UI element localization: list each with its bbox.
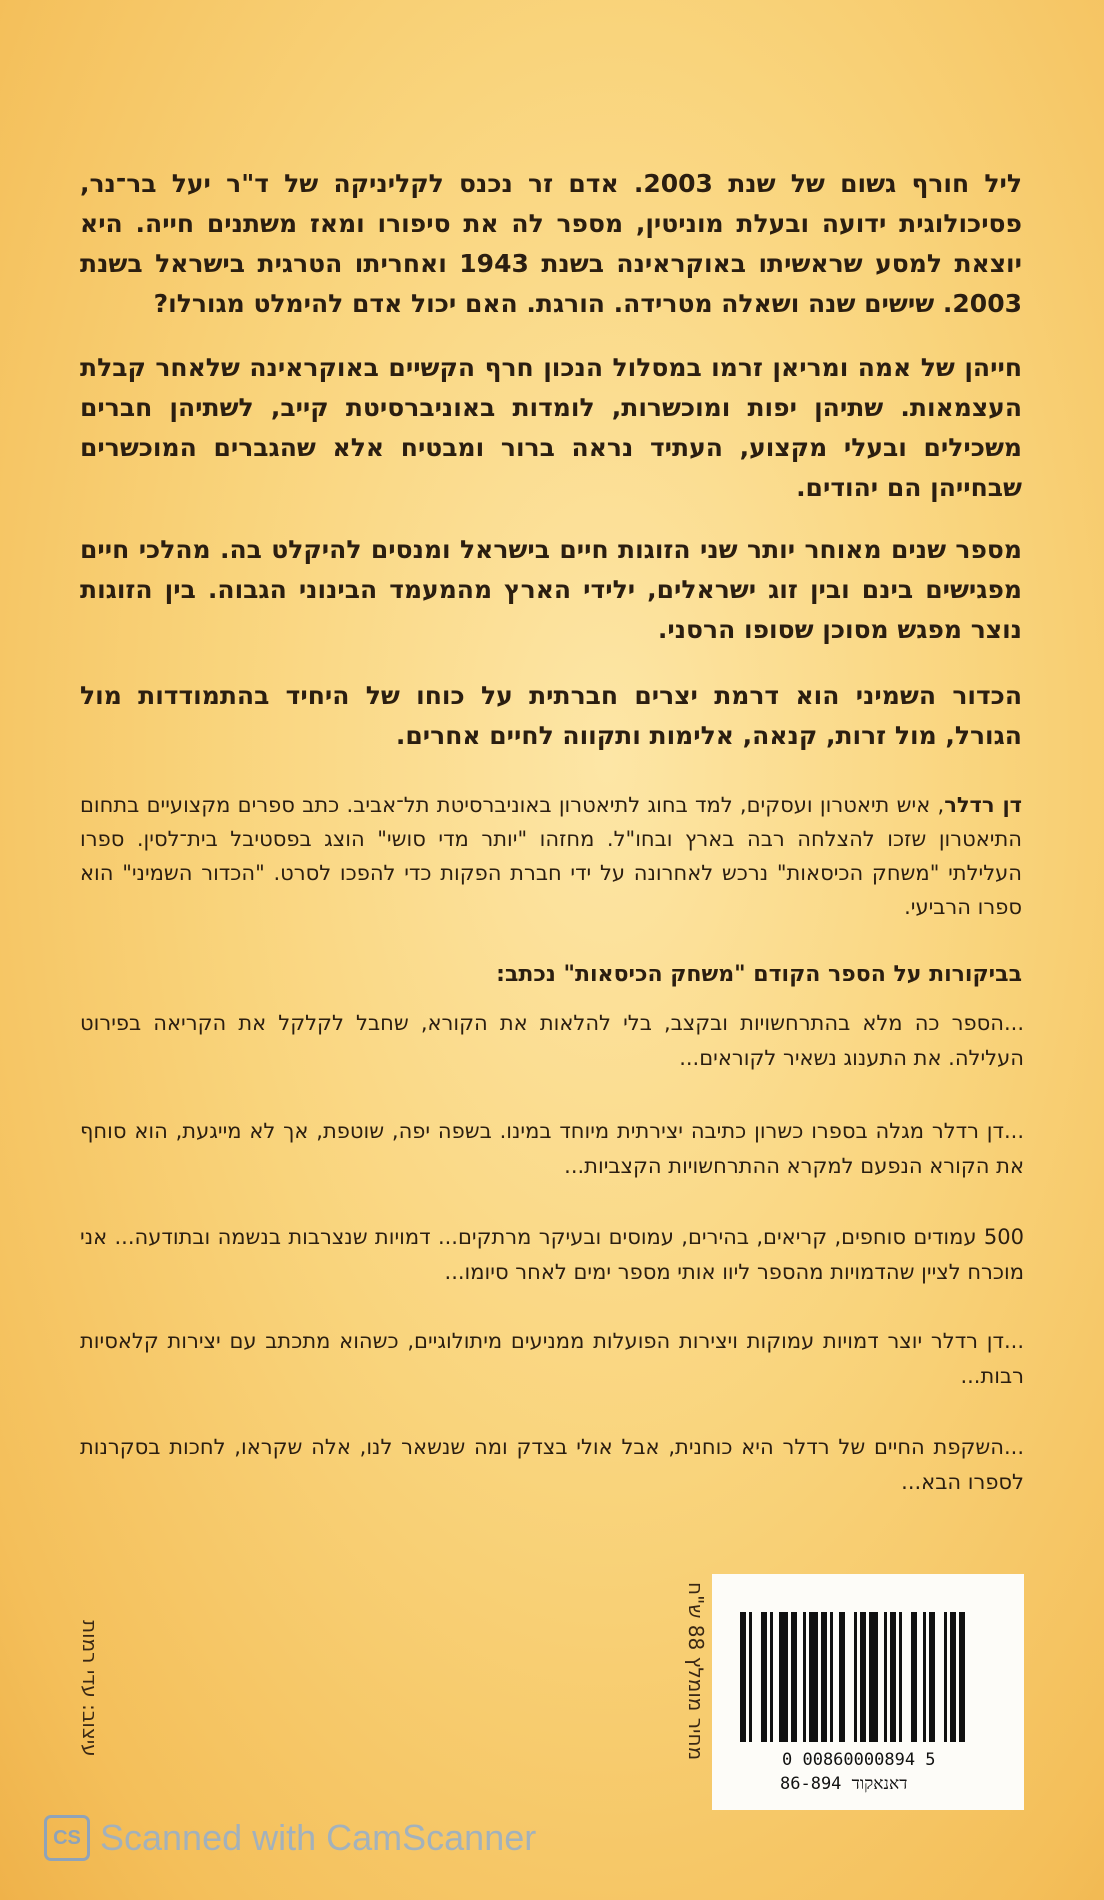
barcode-bar <box>740 1612 746 1742</box>
synopsis-paragraph-4: הכדור השמיני הוא דרמת יצרים חברתית על כוחו של היחיד בהתמודדות מול הגורל, מול זרות, קנאה, אלימות ותקווה לחיים אחרים. <box>80 681 1022 750</box>
barcode-bar <box>803 1612 806 1742</box>
barcode-bar <box>839 1612 845 1742</box>
review-quote: ...דן רדלר מגלה בספרו כשרון כתיבה יצירתית מיוחד במינו. בשפה יפה, שוטפת, אך לא מייגעת, הוא סוחף את הקורא הנפעם למקרא ההתרחשויות הקצביות... <box>80 1119 1024 1178</box>
author-name: דן רדלר <box>944 793 1023 817</box>
barcode-bar <box>761 1612 767 1742</box>
review-quote: 500 עמודים סוחפים, קריאים, בהירים, עמוסים ובעיקר מרתקים... דמויות שנצרבות בנשמה ובתודעה... אני מוכרח לציין שהדמויות מהספר ליוו אותי מספר ימים לאחר סיומו... <box>80 1225 1024 1284</box>
synopsis-paragraph-2: חייהן של אמה ומריאן זרמו במסלול הנכון חרף הקשיים באוקראינה שלאחר קבלת העצמאות. שתיהן יפות ומוכשרות, לומדות באוניברסיטת קייב, לשתיהן חברים משכילים ובעלי מקצוע, העתיד נראה ברור ומבטיח אלא שהגברים המוכשרים שבחייהן הם יהודים. <box>80 353 1022 502</box>
synopsis-paragraph-3: מספר שנים מאוחר יותר שני הזוגות חיים בישראל ומנסים להיקלט בה. מהלכי חיים מפגישים בינם ובין זוג ישראלים, ילידי הארץ מהמעמד הבינוני הגבוה. בין הזוגות נוצר מפגש מסוכן שסופו הרסני. <box>80 535 1022 644</box>
barcode-bar <box>899 1612 902 1742</box>
barcode-bars <box>740 1612 1002 1742</box>
barcode-bar <box>749 1612 752 1742</box>
barcode-bar <box>830 1612 833 1742</box>
barcode-bar <box>821 1612 827 1742</box>
barcode-number: 0 00860000894 5 <box>782 1750 936 1770</box>
reviews-heading: בביקורות על הספר הקודם "משחק הכיסאות" נכתב: <box>496 962 1022 987</box>
camscanner-watermark <box>44 1812 536 1864</box>
watermark-text: Scanned with CamScanner <box>100 1817 537 1858</box>
recommended-price: מחיר מומלץ 88 ש"ח <box>684 1582 708 1761</box>
barcode-bar <box>791 1612 797 1742</box>
barcode-bar <box>950 1612 956 1742</box>
barcode-bar <box>890 1612 896 1742</box>
review-quote: ...דן רדלר יוצר דמויות עמוקות ויצירות הפועלות ממניעים מיתולוגיים, כשהוא מתכתב עם יצירות קלאסיות רבות... <box>80 1329 1024 1388</box>
barcode-bar <box>770 1612 773 1742</box>
barcode-bar <box>809 1612 818 1742</box>
camscanner-logo-icon: CS <box>44 1815 90 1861</box>
synopsis-paragraph-1: ליל חורף גשום של שנת 2003. אדם זר נכנס לקליניקה של ד"ר יעל בר־נר, פסיכולוגית ידועה ובעלת מוניטין, מספר לה את סיפורו ומאז משתנים חייה. היא יוצאת למסע שראשיתו באוקראינה בשנת 1943 ואחריתו הטרגית בישראל בשנת 2003. שישים שנה ושאלה מטרידה. הורגת. האם יכול אדם להימלט מגורלו? <box>80 169 1022 318</box>
barcode-bar <box>854 1612 857 1742</box>
barcode-bar <box>929 1612 935 1742</box>
barcode-bar <box>779 1612 788 1742</box>
author-bio <box>80 788 1022 924</box>
barcode-bar <box>959 1612 965 1742</box>
publisher-code: דאנאקוד 86-894 <box>780 1774 908 1794</box>
barcode-bar <box>869 1612 878 1742</box>
barcode-bar <box>923 1612 926 1742</box>
barcode-label <box>712 1574 1024 1810</box>
barcode-bar <box>911 1612 917 1742</box>
design-credit: עיצוב: עדי רמות <box>78 1620 102 1757</box>
barcode-bar <box>860 1612 866 1742</box>
author-bio-text: , איש תיאטרון ועסקים, למד בחוג לתיאטרון באוניברסיטת תל־אביב. כתב ספרים מקצועיים בתחום התיאטרון שזכו להצלחה רבה בארץ ובחו"ל. מחזהו "יותר מדי סושי" הוצג בפסטיבל בית־לסין. ספרו העלילתי "משחק הכיסאות" נרכש לאחרונה על ידי חברת הפקות כדי להפכו לסרט. "הכדור השמיני" הוא ספרו הרביעי. <box>80 793 1022 919</box>
review-quote: ...הספר כה מלא בהתרחשויות ובקצב, בלי להלאות את הקורא, שחבל לקלקל את הקריאה בפירוט העלילה. את התענוג נשאיר לקוראים... <box>80 1011 1024 1070</box>
review-quote: ...השקפת החיים של רדלר היא כוחנית, אבל אולי בצדק ומה שנשאר לנו, אלה שקראו, לחכות בסקרנות לספרו הבא... <box>80 1435 1024 1494</box>
barcode-bar <box>884 1612 887 1742</box>
barcode-bar <box>944 1612 947 1742</box>
